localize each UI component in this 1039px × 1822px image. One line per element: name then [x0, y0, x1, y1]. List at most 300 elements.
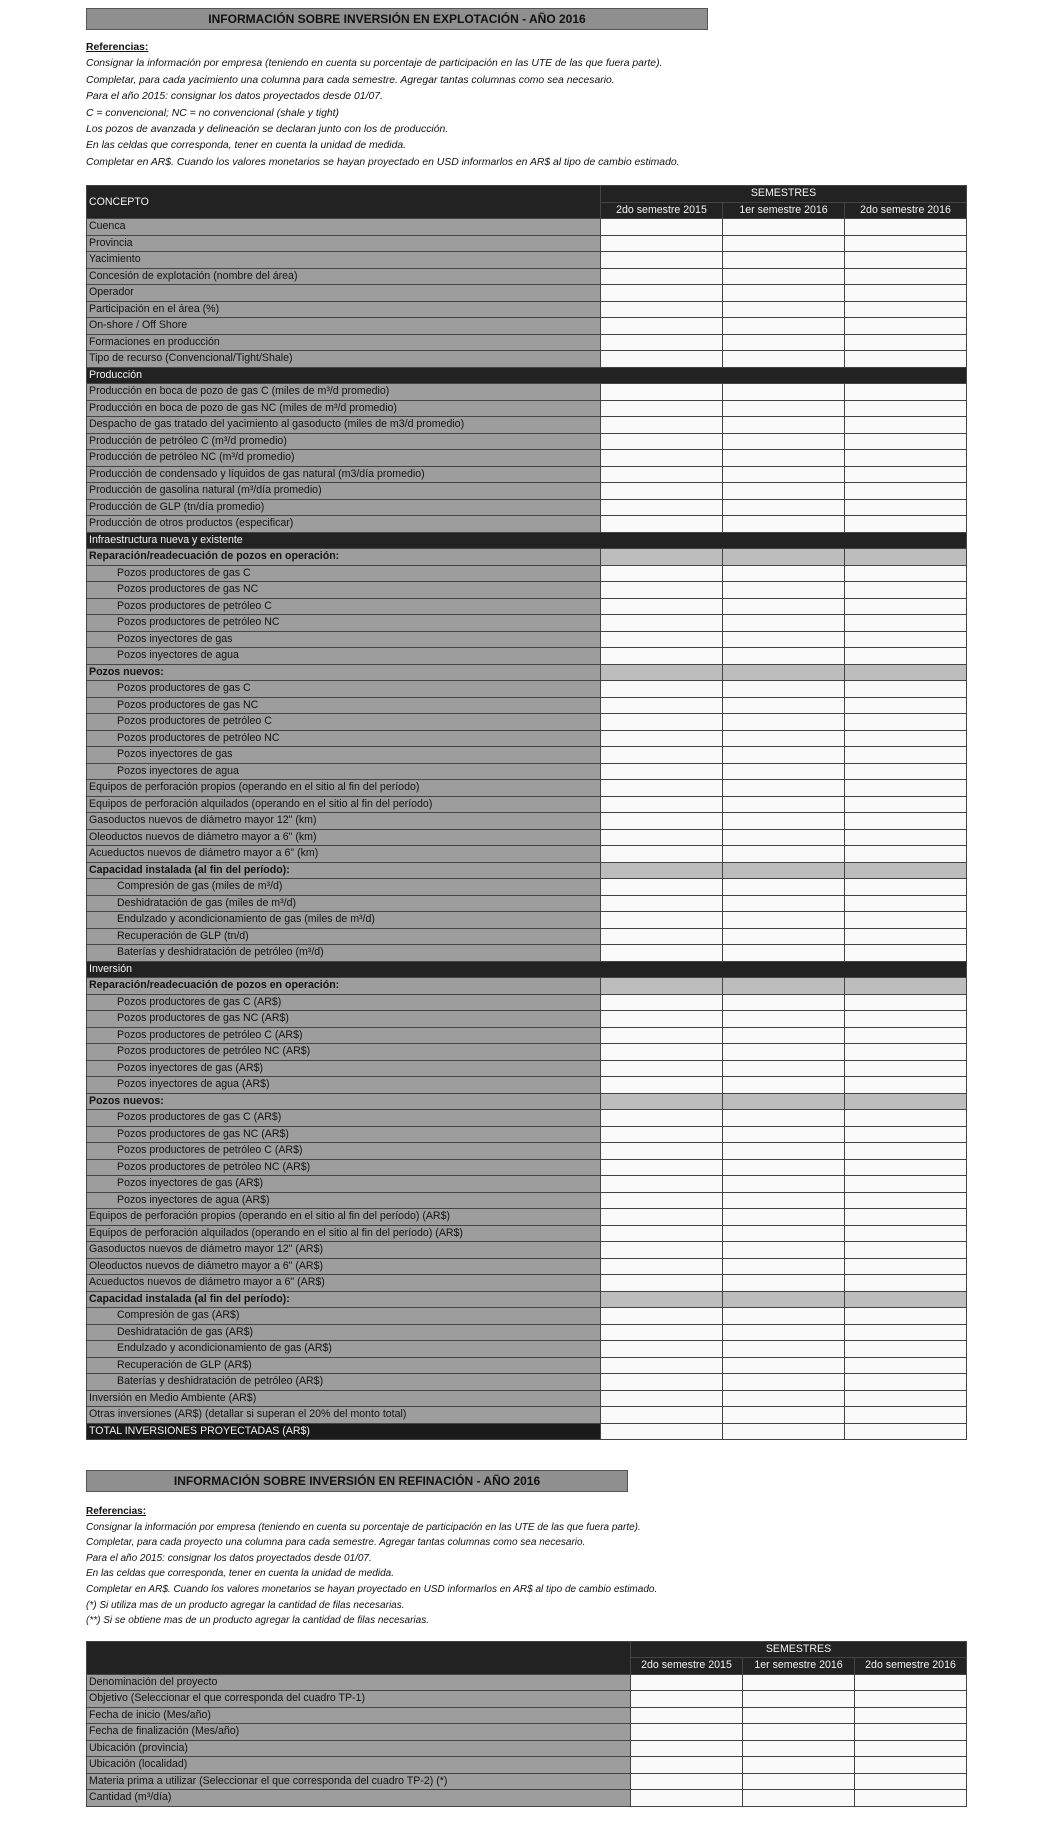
table-row	[87, 631, 967, 648]
input-cell[interactable]	[723, 285, 845, 302]
row-label: Participación en el área (%)	[87, 301, 601, 318]
input-cell[interactable]	[601, 1192, 723, 1209]
input-cell[interactable]	[845, 1011, 967, 1028]
input-cell[interactable]	[723, 1143, 845, 1160]
input-cell[interactable]	[601, 1225, 723, 1242]
input-cell[interactable]	[723, 697, 845, 714]
input-cell[interactable]	[855, 1773, 967, 1790]
input-cell[interactable]	[601, 813, 723, 830]
input-cell[interactable]	[845, 813, 967, 830]
table-row	[87, 945, 967, 962]
input-cell[interactable]	[601, 334, 723, 351]
row-label: Pozos inyectores de agua	[87, 763, 601, 780]
input-cell[interactable]	[601, 1027, 723, 1044]
input-cell[interactable]	[601, 945, 723, 962]
input-cell[interactable]	[845, 285, 967, 302]
input-cell[interactable]	[601, 1209, 723, 1226]
row-label: Gasoductos nuevos de diámetro mayor 12" (km)	[87, 813, 601, 830]
input-cell[interactable]	[845, 714, 967, 731]
input-cell[interactable]	[845, 1110, 967, 1127]
input-cell[interactable]	[601, 912, 723, 929]
input-cell[interactable]	[723, 730, 845, 747]
input-cell[interactable]	[845, 796, 967, 813]
input-cell[interactable]	[723, 664, 845, 681]
input-cell[interactable]	[845, 516, 967, 533]
input-cell[interactable]	[601, 1093, 723, 1110]
input-cell[interactable]	[601, 1407, 723, 1424]
table-row	[87, 1176, 967, 1193]
input-cell[interactable]	[845, 219, 967, 236]
input-cell[interactable]	[723, 1291, 845, 1308]
input-cell[interactable]	[723, 1423, 845, 1440]
input-cell[interactable]	[855, 1691, 967, 1708]
input-cell[interactable]	[723, 1390, 845, 1407]
input-cell[interactable]	[845, 582, 967, 599]
input-cell[interactable]	[743, 1757, 855, 1774]
input-cell[interactable]	[723, 978, 845, 995]
input-cell[interactable]	[845, 928, 967, 945]
input-cell[interactable]	[723, 1209, 845, 1226]
input-cell[interactable]	[723, 1044, 845, 1061]
input-cell[interactable]	[601, 928, 723, 945]
row-label: Baterías y deshidratación de petróleo (m³/d)	[87, 945, 601, 962]
input-cell[interactable]	[601, 400, 723, 417]
input-cell[interactable]	[845, 615, 967, 632]
row-label: Endulzado y acondicionamiento de gas (miles de m³/d)	[87, 912, 601, 929]
input-cell[interactable]	[601, 1242, 723, 1259]
input-cell[interactable]	[845, 268, 967, 285]
input-cell[interactable]	[845, 1044, 967, 1061]
input-cell[interactable]	[855, 1740, 967, 1757]
input-cell[interactable]	[845, 1242, 967, 1259]
input-cell[interactable]	[631, 1674, 743, 1691]
row-label: Infraestructura nueva y existente	[87, 532, 967, 549]
input-cell[interactable]	[723, 895, 845, 912]
input-cell[interactable]	[601, 1291, 723, 1308]
table-row	[87, 747, 967, 764]
input-cell[interactable]	[631, 1757, 743, 1774]
row-label: Pozos productores de petróleo NC	[87, 615, 601, 632]
input-cell[interactable]	[723, 1060, 845, 1077]
input-cell[interactable]	[601, 978, 723, 995]
input-cell[interactable]	[723, 549, 845, 566]
table-row	[87, 1691, 967, 1708]
input-cell[interactable]	[601, 499, 723, 516]
row-label: Equipos de perforación alquilados (operando en el sitio al fin del período)	[87, 796, 601, 813]
input-cell[interactable]	[845, 862, 967, 879]
input-cell[interactable]	[743, 1691, 855, 1708]
table-row	[87, 268, 967, 285]
input-cell[interactable]	[743, 1674, 855, 1691]
input-cell[interactable]	[631, 1724, 743, 1741]
input-cell[interactable]	[845, 1308, 967, 1325]
exploitation-section	[86, 8, 966, 1440]
input-cell[interactable]	[601, 1060, 723, 1077]
table-row	[87, 730, 967, 747]
input-cell[interactable]	[845, 681, 967, 698]
input-cell[interactable]	[845, 1390, 967, 1407]
row-label: Pozos inyectores de gas (AR$)	[87, 1060, 601, 1077]
input-cell[interactable]	[743, 1740, 855, 1757]
row-label: Pozos productores de gas NC (AR$)	[87, 1126, 601, 1143]
input-cell[interactable]	[601, 846, 723, 863]
input-cell[interactable]	[845, 1258, 967, 1275]
input-cell[interactable]	[723, 1407, 845, 1424]
input-cell[interactable]	[845, 1143, 967, 1160]
row-label: Capacidad instalada (al fin del período):	[87, 1291, 601, 1308]
reference-line: Para el año 2015: consignar los datos proyectados desde 01/07.	[86, 1552, 372, 1564]
table-row	[87, 714, 967, 731]
semester-header: 2do semestre 2016	[845, 202, 967, 219]
input-cell[interactable]	[601, 1308, 723, 1325]
input-cell[interactable]	[845, 1407, 967, 1424]
input-cell[interactable]	[601, 1159, 723, 1176]
input-cell[interactable]	[631, 1773, 743, 1790]
semesters-header: SEMESTRES	[601, 186, 967, 203]
input-cell[interactable]	[723, 1308, 845, 1325]
input-cell[interactable]	[601, 565, 723, 582]
input-cell[interactable]	[601, 318, 723, 335]
input-cell[interactable]	[723, 879, 845, 896]
input-cell[interactable]	[601, 829, 723, 846]
input-cell[interactable]	[845, 1423, 967, 1440]
input-cell[interactable]	[723, 780, 845, 797]
input-cell[interactable]	[845, 252, 967, 269]
row-label: Operador	[87, 285, 601, 302]
input-cell[interactable]	[723, 1093, 845, 1110]
input-cell[interactable]	[845, 565, 967, 582]
input-cell[interactable]	[601, 1390, 723, 1407]
input-cell[interactable]	[723, 582, 845, 599]
input-cell[interactable]	[631, 1707, 743, 1724]
input-cell[interactable]	[845, 994, 967, 1011]
input-cell[interactable]	[855, 1757, 967, 1774]
input-cell[interactable]	[601, 697, 723, 714]
input-cell[interactable]	[723, 862, 845, 879]
input-cell[interactable]	[845, 1357, 967, 1374]
input-cell[interactable]	[723, 1077, 845, 1094]
table-row	[87, 1757, 967, 1774]
input-cell[interactable]	[723, 1357, 845, 1374]
row-label: Recuperación de GLP (tn/d)	[87, 928, 601, 945]
input-cell[interactable]	[601, 780, 723, 797]
input-cell[interactable]	[723, 483, 845, 500]
input-cell[interactable]	[845, 631, 967, 648]
input-cell[interactable]	[723, 1374, 845, 1391]
input-cell[interactable]	[601, 1341, 723, 1358]
row-label: Producción de petróleo C (m³/d promedio)	[87, 433, 601, 450]
input-cell[interactable]	[845, 763, 967, 780]
table-row	[87, 1308, 967, 1325]
input-cell[interactable]	[845, 450, 967, 467]
input-cell[interactable]	[601, 1357, 723, 1374]
input-cell[interactable]	[845, 1027, 967, 1044]
input-cell[interactable]	[845, 499, 967, 516]
input-cell[interactable]	[601, 747, 723, 764]
input-cell[interactable]	[723, 351, 845, 368]
refining-refs-list	[86, 1520, 966, 1629]
table-row	[87, 367, 967, 384]
input-cell[interactable]	[845, 417, 967, 434]
input-cell[interactable]	[631, 1790, 743, 1807]
input-cell[interactable]	[723, 466, 845, 483]
input-cell[interactable]	[845, 1341, 967, 1358]
input-cell[interactable]	[723, 1242, 845, 1259]
input-cell[interactable]	[601, 1423, 723, 1440]
input-cell[interactable]	[845, 912, 967, 929]
input-cell[interactable]	[723, 648, 845, 665]
input-cell[interactable]	[601, 582, 723, 599]
input-cell[interactable]	[601, 1126, 723, 1143]
input-cell[interactable]	[845, 235, 967, 252]
input-cell[interactable]	[601, 483, 723, 500]
row-label: Recuperación de GLP (AR$)	[87, 1357, 601, 1374]
input-cell[interactable]	[601, 615, 723, 632]
input-cell[interactable]	[723, 1275, 845, 1292]
row-label: Fecha de inicio (Mes/año)	[87, 1707, 631, 1724]
table-row	[87, 1724, 967, 1741]
input-cell[interactable]	[723, 450, 845, 467]
input-cell[interactable]	[601, 301, 723, 318]
input-cell[interactable]	[601, 598, 723, 615]
row-label: Ubicación (provincia)	[87, 1740, 631, 1757]
input-cell[interactable]	[723, 219, 845, 236]
input-cell[interactable]	[845, 895, 967, 912]
table-row	[87, 961, 967, 978]
input-cell[interactable]	[723, 1110, 845, 1127]
input-cell[interactable]	[601, 1011, 723, 1028]
input-cell[interactable]	[601, 1374, 723, 1391]
input-cell[interactable]	[845, 351, 967, 368]
table-row	[87, 532, 967, 549]
input-cell[interactable]	[601, 994, 723, 1011]
input-cell[interactable]	[845, 400, 967, 417]
input-cell[interactable]	[601, 648, 723, 665]
input-cell[interactable]	[601, 268, 723, 285]
input-cell[interactable]	[723, 1126, 845, 1143]
input-cell[interactable]	[601, 796, 723, 813]
input-cell[interactable]	[601, 252, 723, 269]
table-row	[87, 862, 967, 879]
input-cell[interactable]	[845, 846, 967, 863]
input-cell[interactable]	[845, 433, 967, 450]
semester-header: 2do semestre 2016	[855, 1658, 967, 1675]
table-row	[87, 1027, 967, 1044]
table-row	[87, 400, 967, 417]
input-cell[interactable]	[723, 565, 845, 582]
input-cell[interactable]	[743, 1724, 855, 1741]
input-cell[interactable]	[845, 1192, 967, 1209]
input-cell[interactable]	[723, 1258, 845, 1275]
input-cell[interactable]	[723, 1011, 845, 1028]
input-cell[interactable]	[743, 1790, 855, 1807]
input-cell[interactable]	[601, 516, 723, 533]
input-cell[interactable]	[723, 994, 845, 1011]
input-cell[interactable]	[723, 1341, 845, 1358]
input-cell[interactable]	[601, 549, 723, 566]
input-cell[interactable]	[845, 1324, 967, 1341]
input-cell[interactable]	[845, 1291, 967, 1308]
input-cell[interactable]	[601, 714, 723, 731]
input-cell[interactable]	[845, 829, 967, 846]
input-cell[interactable]	[845, 301, 967, 318]
input-cell[interactable]	[845, 334, 967, 351]
input-cell[interactable]	[601, 466, 723, 483]
input-cell[interactable]	[723, 912, 845, 929]
input-cell[interactable]	[845, 1126, 967, 1143]
input-cell[interactable]	[723, 318, 845, 335]
input-cell[interactable]	[845, 598, 967, 615]
input-cell[interactable]	[723, 681, 845, 698]
input-cell[interactable]	[845, 747, 967, 764]
table-row	[87, 483, 967, 500]
input-cell[interactable]	[601, 681, 723, 698]
input-cell[interactable]	[631, 1740, 743, 1757]
refining-refs-heading: Referencias:	[86, 1506, 147, 1517]
input-cell[interactable]	[601, 1110, 723, 1127]
row-label: Pozos nuevos:	[87, 1093, 601, 1110]
input-cell[interactable]	[743, 1773, 855, 1790]
exploitation-refs-heading: Referencias:	[86, 42, 149, 53]
input-cell[interactable]	[723, 813, 845, 830]
input-cell[interactable]	[601, 1324, 723, 1341]
input-cell[interactable]	[601, 631, 723, 648]
input-cell[interactable]	[601, 417, 723, 434]
input-cell[interactable]	[601, 1176, 723, 1193]
row-label: Pozos productores de gas NC	[87, 582, 601, 599]
input-cell[interactable]	[845, 1275, 967, 1292]
input-cell[interactable]	[845, 1060, 967, 1077]
input-cell[interactable]	[845, 1374, 967, 1391]
input-cell[interactable]	[723, 846, 845, 863]
input-cell[interactable]	[601, 1258, 723, 1275]
input-cell[interactable]	[723, 615, 845, 632]
input-cell[interactable]	[845, 1209, 967, 1226]
input-cell[interactable]	[601, 285, 723, 302]
input-cell[interactable]	[723, 1027, 845, 1044]
input-cell[interactable]	[723, 714, 845, 731]
input-cell[interactable]	[845, 945, 967, 962]
table-row	[87, 351, 967, 368]
input-cell[interactable]	[723, 763, 845, 780]
input-cell[interactable]	[845, 879, 967, 896]
input-cell[interactable]	[601, 763, 723, 780]
table-row	[87, 598, 967, 615]
input-cell[interactable]	[723, 417, 845, 434]
input-cell[interactable]	[601, 219, 723, 236]
input-cell[interactable]	[601, 1044, 723, 1061]
input-cell[interactable]	[601, 862, 723, 879]
input-cell[interactable]	[855, 1724, 967, 1741]
input-cell[interactable]	[723, 235, 845, 252]
input-cell[interactable]	[601, 450, 723, 467]
row-label: Producción de GLP (tn/día promedio)	[87, 499, 601, 516]
row-label: Tipo de recurso (Convencional/Tight/Shale)	[87, 351, 601, 368]
input-cell[interactable]	[845, 730, 967, 747]
input-cell[interactable]	[601, 1275, 723, 1292]
input-cell[interactable]	[723, 384, 845, 401]
row-label: Pozos productores de petróleo C	[87, 714, 601, 731]
input-cell[interactable]	[723, 1176, 845, 1193]
input-cell[interactable]	[723, 400, 845, 417]
input-cell[interactable]	[601, 1143, 723, 1160]
table-row	[87, 1773, 967, 1790]
input-cell[interactable]	[845, 549, 967, 566]
table-row	[87, 1357, 967, 1374]
input-cell[interactable]	[723, 1324, 845, 1341]
input-cell[interactable]	[601, 895, 723, 912]
input-cell[interactable]	[723, 301, 845, 318]
row-label: Pozos productores de gas C	[87, 565, 601, 582]
input-cell[interactable]	[723, 516, 845, 533]
input-cell[interactable]	[723, 945, 845, 962]
table-row	[87, 1291, 967, 1308]
input-cell[interactable]	[845, 780, 967, 797]
input-cell[interactable]	[723, 1159, 845, 1176]
input-cell[interactable]	[723, 433, 845, 450]
input-cell[interactable]	[845, 1077, 967, 1094]
table-row	[87, 417, 967, 434]
input-cell[interactable]	[723, 1225, 845, 1242]
input-cell[interactable]	[723, 747, 845, 764]
row-label: Yacimiento	[87, 252, 601, 269]
input-cell[interactable]	[601, 433, 723, 450]
table-row	[87, 846, 967, 863]
table-row	[87, 1044, 967, 1061]
input-cell[interactable]	[845, 648, 967, 665]
input-cell[interactable]	[723, 1192, 845, 1209]
input-cell[interactable]	[845, 1176, 967, 1193]
row-label: Pozos productores de petróleo NC (AR$)	[87, 1044, 601, 1061]
input-cell[interactable]	[845, 483, 967, 500]
input-cell[interactable]	[845, 664, 967, 681]
input-cell[interactable]	[601, 351, 723, 368]
input-cell[interactable]	[855, 1707, 967, 1724]
input-cell[interactable]	[601, 1077, 723, 1094]
table-row	[87, 1011, 967, 1028]
input-cell[interactable]	[723, 268, 845, 285]
row-label: Pozos inyectores de agua (AR$)	[87, 1192, 601, 1209]
input-cell[interactable]	[723, 796, 845, 813]
input-cell[interactable]	[845, 384, 967, 401]
input-cell[interactable]	[723, 928, 845, 945]
input-cell[interactable]	[845, 466, 967, 483]
row-label: Deshidratación de gas (AR$)	[87, 1324, 601, 1341]
input-cell[interactable]	[723, 598, 845, 615]
input-cell[interactable]	[743, 1707, 855, 1724]
input-cell[interactable]	[601, 664, 723, 681]
input-cell[interactable]	[855, 1790, 967, 1807]
input-cell[interactable]	[855, 1674, 967, 1691]
input-cell[interactable]	[845, 318, 967, 335]
exploitation-table	[86, 185, 967, 1440]
input-cell[interactable]	[845, 978, 967, 995]
input-cell[interactable]	[723, 829, 845, 846]
input-cell[interactable]	[723, 631, 845, 648]
input-cell[interactable]	[845, 1093, 967, 1110]
input-cell[interactable]	[845, 1159, 967, 1176]
input-cell[interactable]	[631, 1691, 743, 1708]
input-cell[interactable]	[723, 499, 845, 516]
input-cell[interactable]	[723, 334, 845, 351]
input-cell[interactable]	[723, 252, 845, 269]
input-cell[interactable]	[601, 879, 723, 896]
input-cell[interactable]	[601, 384, 723, 401]
input-cell[interactable]	[845, 1225, 967, 1242]
input-cell[interactable]	[845, 697, 967, 714]
input-cell[interactable]	[601, 235, 723, 252]
input-cell[interactable]	[601, 730, 723, 747]
